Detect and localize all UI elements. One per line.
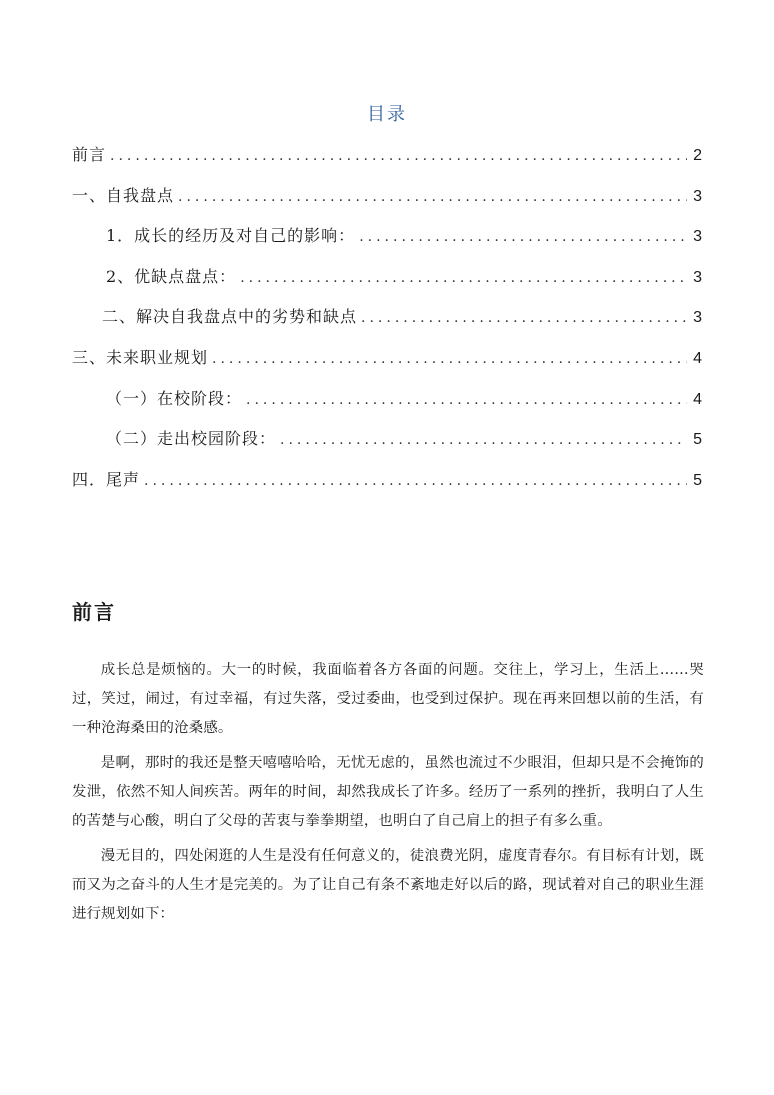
toc-entry-page: 4: [693, 390, 702, 408]
toc-entry-career-plan[interactable]: [72, 345, 702, 386]
toc-entry-label: （二）走出校园阶段：: [106, 429, 277, 449]
toc-entry-label: 前言: [72, 145, 107, 164]
toc-entry-epilogue[interactable]: [72, 467, 702, 508]
toc-entry-label: 2、优缺点盘点：: [106, 266, 237, 286]
toc-entry-page: 3: [693, 309, 702, 327]
toc-leader-dots: [110, 148, 687, 164]
toc-leader-dots: [246, 392, 687, 408]
toc-entry-page: 3: [693, 228, 702, 246]
preface-paragraph: 是啊，那时的我还是整天嘻嘻哈哈，无忧无虑的，虽然也流过不少眼泪，但却只是不会掩饰的发泄，依然不知人间疾苦。两年的时间，却然我成长了许多。经历了一系列的挫折，我明白了人生的苦楚与心酸，明白了父母的苦衷与拳拳期望，也明白了自己肩上的担子有多么重。: [72, 755, 704, 829]
preface-body: [72, 656, 704, 935]
toc-entry-in-school[interactable]: [72, 386, 702, 427]
toc-title: 目录: [367, 104, 407, 125]
toc-entry-page: 3: [693, 187, 702, 205]
toc-entry-label: 二、解决自我盘点中的劣势和缺点: [102, 307, 358, 327]
toc-leader-dots: [361, 310, 687, 326]
table-of-contents: [72, 142, 702, 507]
toc-entry-page: 4: [693, 349, 702, 367]
toc-entry-after-school[interactable]: [72, 426, 702, 467]
toc-entry-preface[interactable]: [72, 142, 702, 183]
toc-entry-growth-experience[interactable]: [72, 223, 702, 264]
preface-paragraph: 漫无目的，四处闲逛的人生是没有任何意义的，徒浪费光阴，虚度青春尔。有目标有计划，既而又为之奋斗的人生才是完美的。为了让自己有条不紊地走好以后的路，现试着对自己的职业生涯进行规划如下：: [72, 848, 704, 922]
toc-entry-label: （一）在校阶段：: [106, 388, 243, 408]
toc-entry-page: 5: [693, 471, 702, 489]
toc-entry-label: 1．成长的经历及对自己的影响：: [106, 226, 356, 246]
preface-paragraph: 成长总是烦恼的。大一的时候，我面临着各方各面的问题。交往上，学习上，生活上……哭过，笑过，闹过，有过幸福，有过失落，受过委曲，也受到过保护。现在再来回想以前的生活，有一种沧海桑田的沧桑感。: [72, 662, 704, 736]
preface-heading: 前言: [72, 600, 116, 624]
toc-entry-page: 3: [693, 268, 702, 286]
toc-entry-solve-weaknesses[interactable]: [72, 304, 702, 345]
toc-entry-label: 四．尾声: [72, 469, 141, 489]
toc-entry-page: 5: [693, 431, 702, 449]
toc-leader-dots: [359, 229, 687, 245]
toc-leader-dots: [178, 189, 687, 205]
toc-leader-dots: [212, 351, 687, 367]
toc-leader-dots: [144, 473, 687, 489]
toc-entry-strengths-weaknesses[interactable]: [72, 264, 702, 305]
toc-entry-label: 三、未来职业规划: [72, 347, 209, 367]
toc-entry-self-review[interactable]: [72, 183, 702, 224]
toc-leader-dots: [240, 270, 687, 286]
toc-leader-dots: [280, 432, 687, 448]
toc-entry-label: 一、自我盘点: [72, 185, 175, 205]
toc-entry-page: 2: [693, 147, 702, 164]
